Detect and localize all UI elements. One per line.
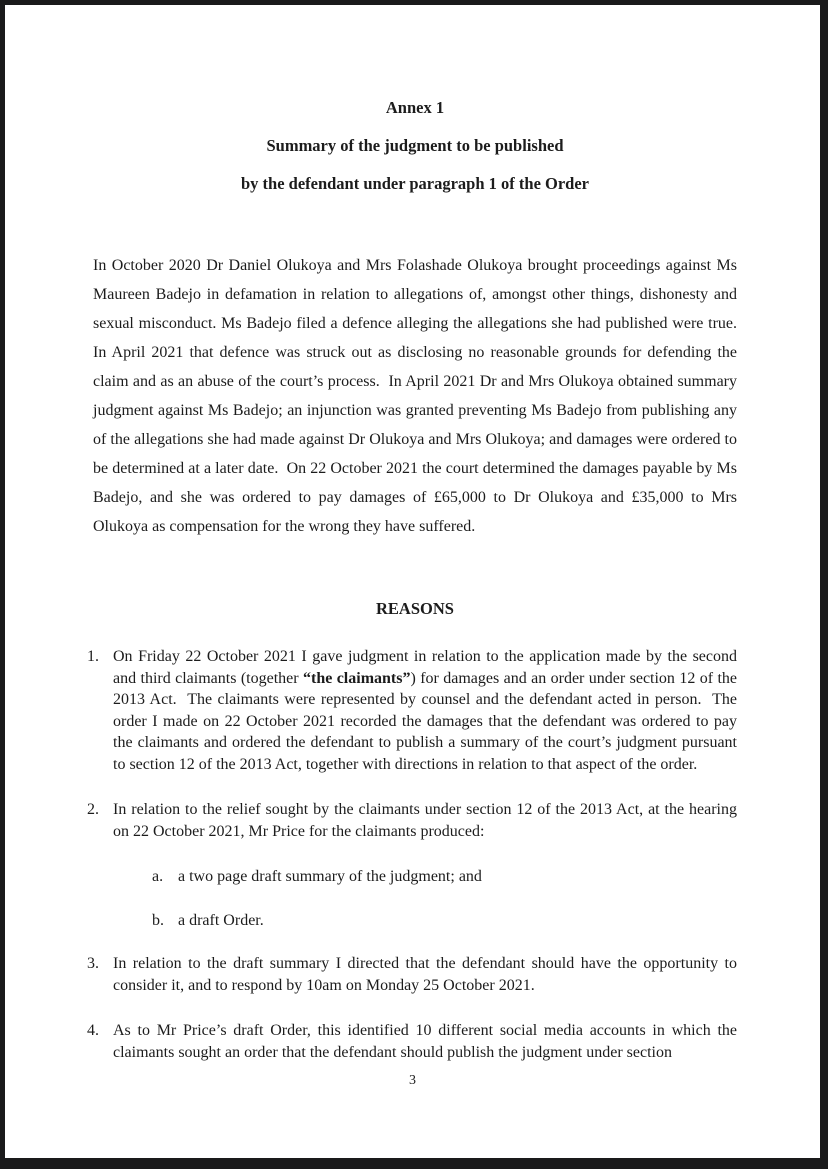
list-item-2 bbox=[87, 799, 741, 842]
list-item-1 bbox=[87, 646, 742, 775]
title-heading-line1: Summary of the judgment to be published bbox=[266, 136, 564, 155]
defined-term-the-claimants: “the claimants” bbox=[302, 669, 411, 687]
page-number: 3 bbox=[409, 1073, 416, 1088]
list-item-1-number: 1. bbox=[87, 648, 99, 665]
list-item-4-number: 4. bbox=[87, 1022, 99, 1039]
sub-item-a bbox=[152, 866, 737, 888]
title-heading-line2: by the defendant under paragraph 1 of the Order bbox=[240, 174, 590, 193]
list-item-4 bbox=[87, 1020, 741, 1063]
sub-item-a-text: a two page draft summary of the judgment; and bbox=[178, 868, 482, 885]
list-item-4-text: As to Mr Price’s draft Order, this identified 10 different social media accounts in which the claimants sought an order that the defendant should publish the judgment under section bbox=[113, 1022, 741, 1061]
list-item-3 bbox=[87, 953, 741, 996]
list-item-1-text-after: ) for damages and an order under section 12 of the 2013 Act. The claimants were represented by counsel and the defendant acted in person. The order I made on 22 October 2021 recorded the damages that the defendant was ordered to pay the claimants and ordered the defendant to publish a summary of the court’s judgment pursuant to section 12 of the 2013 Act, together with directions in relation to that aspect of the order. bbox=[113, 669, 742, 773]
list-item-2-number: 2. bbox=[87, 801, 99, 818]
list-item-2-text: In relation to the relief sought by the claimants under section 12 of the 2013 Act, at the hearing on 22 October 2021, Mr Price for the claimants produced: bbox=[113, 801, 741, 840]
annex-heading: Annex 1 bbox=[385, 98, 445, 117]
intro-paragraph: In October 2020 Dr Daniel Olukoya and Mrs Folashade Olukoya brought proceedings against Ms Maureen Badejo in defamation in relation to allegations of, amongst other things, dishonesty and sexual misconduct. Ms Badejo filed a defence alleging the allegations she had published were true. In April 2021 that defence was struck out as disclosing no reasonable grounds for defending the claim and as an abuse of the court’s process. In April 2021 Dr and Mrs Olukoya obtained summary judgment against Ms Badejo; an injunction was granted preventing Ms Badejo from publishing any of the allegations she had made against Dr Olukoya and Mrs Olukoya; and damages were ordered to be determined at a later date. On 22 October 2021 the court determined the damages payable by Ms Badejo, and she was ordered to pay damages of £65,000 to Dr Olukoya and £35,000 to Mrs Olukoya as compensation for the wrong they have suffered. bbox=[93, 257, 745, 535]
sub-item-b bbox=[152, 910, 737, 932]
list-item-3-text: In relation to the draft summary I directed that the defendant should have the opportunity to consider it, and to respond by 10am on Monday 25 October 2021. bbox=[113, 955, 741, 994]
list-item-1-text bbox=[113, 646, 742, 775]
sub-item-b-letter: b. bbox=[152, 911, 164, 929]
reasons-heading: REASONS bbox=[376, 599, 454, 618]
list-item-1-text-before: On Friday 22 October 2021 I gave judgment in relation to the application made by the second and third claimants (together bbox=[113, 648, 741, 687]
list-item-3-number: 3. bbox=[87, 955, 99, 972]
reasons-list bbox=[87, 646, 742, 1063]
document-page bbox=[5, 5, 820, 1158]
sub-item-a-letter: a. bbox=[152, 868, 164, 885]
sub-item-b-text: a draft Order. bbox=[178, 911, 264, 929]
